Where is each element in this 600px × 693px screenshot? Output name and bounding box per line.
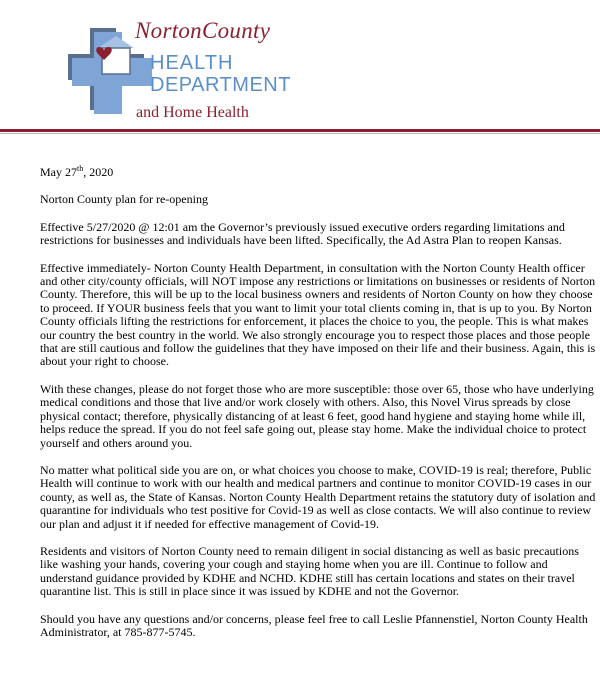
paragraph-contact: Should you have any questions and/or concerns, please feel free to call Leslie Pfannenstiel, Norton County Health Administrator, at 785-877-5745.	[40, 611, 588, 639]
paragraph-effective: Effective 5/27/2020 @ 12:01 am the Governor’s previously issued executive orders regarding limitations and restrictions for businesses and individuals have been lifted. Specifically, the Ad Astra Plan to reopen Kansas.	[40, 219, 565, 248]
letter-date	[40, 162, 598, 179]
date-ordinal: th	[77, 164, 84, 173]
logo-home-health-text: and Home Health	[136, 104, 249, 121]
letter-subject: Norton County plan for re-opening	[40, 192, 208, 207]
logo-org-name: NortonCounty	[135, 18, 271, 43]
paragraph-immediately: Effective immediately- Norton County Health Department, in consultation with the Norton County Health officer and other city/county officials, will NOT impose any restrictions or limitations on businesses or residents of Norton County. Therefore, this will be up to the local business owners and residents of Norton County on how they choose to proceed. If YOUR business feels that you want to limit your total clients coming in, that is up to you. By Norton County officials lifting the restrictions for enforcement, it places the choice to you, the people. This is what makes our country the best country in the world. We also strongly encourage you to respect those places and those people that are still cautious and follow the guidelines that they have imposed on their life and their business. Again, this is about your right to choose.	[40, 260, 596, 369]
paragraph-changes: With these changes, please do not forget those who are more susceptible: those over 65, those who have underlying medical conditions and those that live and/or work closely with others. Also, this Novel Virus spreads by close physical contact; therefore, physically distancing of at least 6 feet, good hand hygiene and staying home while ill, helps reduce the spread. If you do not feel safe going out, please stay home. Make the individual choice to protect yourself and others around you.	[40, 381, 594, 450]
letter-body	[40, 162, 598, 653]
header-divider-thin	[0, 133, 600, 134]
letterhead	[0, 0, 600, 135]
paragraph-covid-real: No matter what political side you are on, or what choices you choose to make, COVID-19 is real; therefore, Public Health will continue to work with our health and medical partners and continue to monitor COVID-19 cases in our county, as well as, the State of Kansas. Norton County Health Department retains the statutory duty of isolation and quarantine for individuals who test positive for Covid-19 as well as close contacts. We will also continue to review our plan and adjust it if needed for effective management of Covid-19.	[40, 462, 596, 531]
date-text: May 27	[40, 165, 77, 179]
logo-health-text: HEALTH	[150, 52, 234, 74]
date-year: , 2020	[83, 165, 114, 179]
logo-department-text: DEPARTMENT	[150, 74, 291, 96]
header-divider	[0, 129, 600, 132]
paragraph-residents: Residents and visitors of Norton County need to remain diligent in social distancing as well as basic precautions like washing your hands, covering your cough and staying home when you are ill. Continue to follow and understand guidance provided by KDHE and NCHD. KDHE still has certain locations and states on their travel quarantine list. This is still in place since it was issued by KDHE and not the Governor.	[40, 543, 579, 599]
health-department-logo	[64, 14, 291, 126]
